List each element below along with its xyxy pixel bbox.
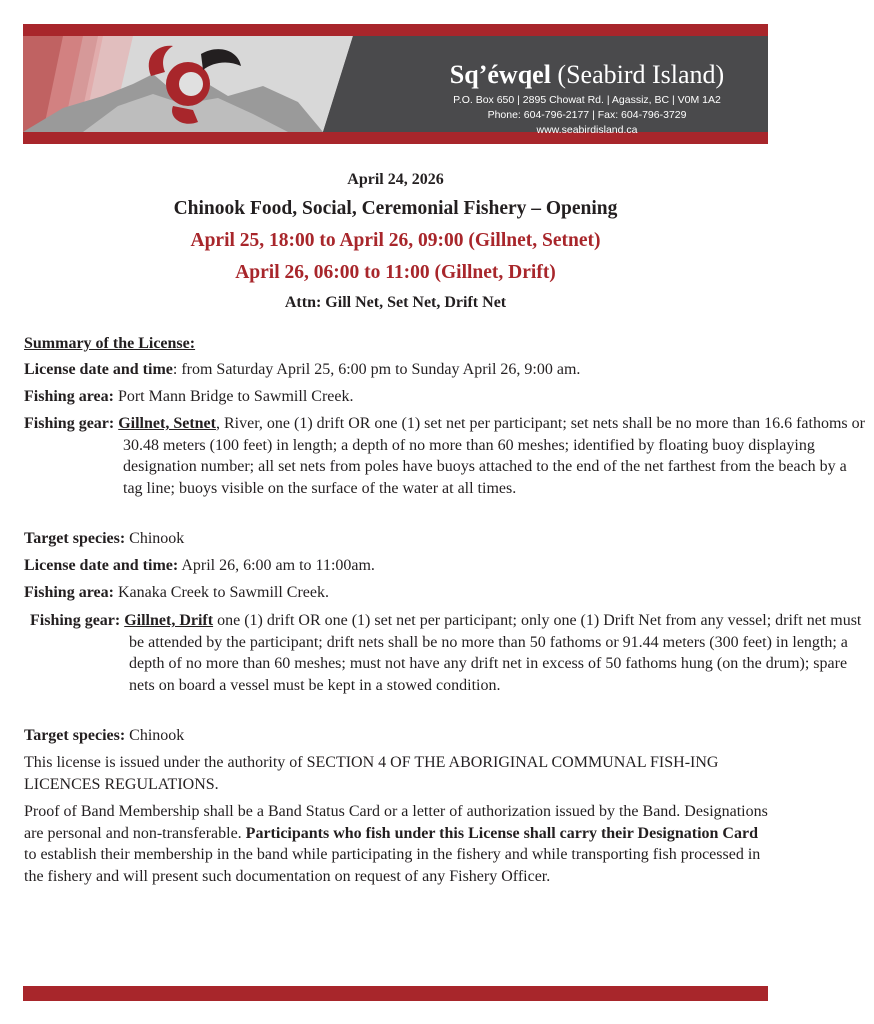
org-website[interactable]: www.seabirdisland.ca <box>536 124 638 136</box>
authority-paragraph: This license is issued under the authority of SECTION 4 OF THE ABORIGINAL COMMUNAL FISH-ING LICENCES REGULATIONS. <box>24 754 719 793</box>
license-date-2: License date and time: April 26, 6:00 am to 11:00am. <box>24 557 375 574</box>
gear-type-2: Gillnet, Drift <box>124 612 214 629</box>
fishing-gear-2: Fishing gear: Gillnet, Drift one (1) drift OR one (1) set net per participant; only one (1) Drift Net from any vessel; drift net must be attended by the participant; drift nets shall be no more than 50 fathoms or 91.44 meters (300 feet) in length; a depth of no more than 60 meshes; must not have any drift net in excess of 50 fathoms hung (on the drum); spare nets on board a vessel must be kept in a stowed condition. <box>30 612 862 694</box>
notice-date: April 24, 2026 <box>347 171 444 188</box>
org-phone: Phone: 604-796-2177 | Fax: 604-796-3729 <box>487 109 687 121</box>
org-subname: (Seabird Island) <box>557 60 725 89</box>
notice-title: Chinook Food, Social, Ceremonial Fishery – Opening <box>173 198 618 219</box>
summary-heading: Summary of the License: <box>24 335 196 352</box>
header-banner-panel <box>23 36 768 136</box>
target-species-2: Target species: Chinook <box>24 727 185 744</box>
opening-period-2: April 26, 06:00 to 11:00 (Gillnet, Drift) <box>235 262 556 283</box>
org-title <box>406 60 768 90</box>
fishing-area-2: Fishing area: Kanaka Creek to Sawmill Creek. <box>24 584 329 601</box>
proof-paragraph: Proof of Band Membership shall be a Band Status Card or a letter of authorization issued by the Band. Designations are personal and non-transferable. Participants who fish under this License shall carry their Designation Card to establish their membership in the band while participating in the fishery and while transporting fish processed in the fishery and will present such documentation on request of any Fishery Officer. <box>24 803 768 885</box>
attention-line: Attn: Gill Net, Set Net, Drift Net <box>284 294 507 311</box>
license-date-1: License date and time: from Saturday April 25, 6:00 pm to Sunday April 26, 9:00 am. <box>24 361 581 378</box>
fishing-area-1: Fishing area: Port Mann Bridge to Sawmill Creek. <box>24 388 354 405</box>
gear-type-1: Gillnet, Setnet <box>118 415 216 432</box>
footer-bar <box>23 986 768 1001</box>
org-address: P.O. Box 650 | 2895 Chowat Rd. | Agassiz, BC | V0M 1A2 <box>453 94 721 106</box>
header-banner <box>23 24 768 144</box>
opening-period-1: April 25, 18:00 to April 26, 09:00 (Gillnet, Setnet) <box>190 230 601 251</box>
org-name: Sq’éwqel <box>449 60 551 89</box>
fishing-gear-1: Fishing gear: Gillnet, Setnet, River, one (1) drift OR one (1) set net per participant; set nets shall be no more than 16.6 fathoms or 30.48 meters (100 feet) in length; a depth of no more than 60 meshes; identified by floating buoy displaying designation number; all set nets from poles have buoys attached to the end of the net farthest from the beach by a tag line; buoys visible on the surface of the water at all times. <box>24 415 865 497</box>
target-species-1: Target species: Chinook <box>24 530 185 547</box>
